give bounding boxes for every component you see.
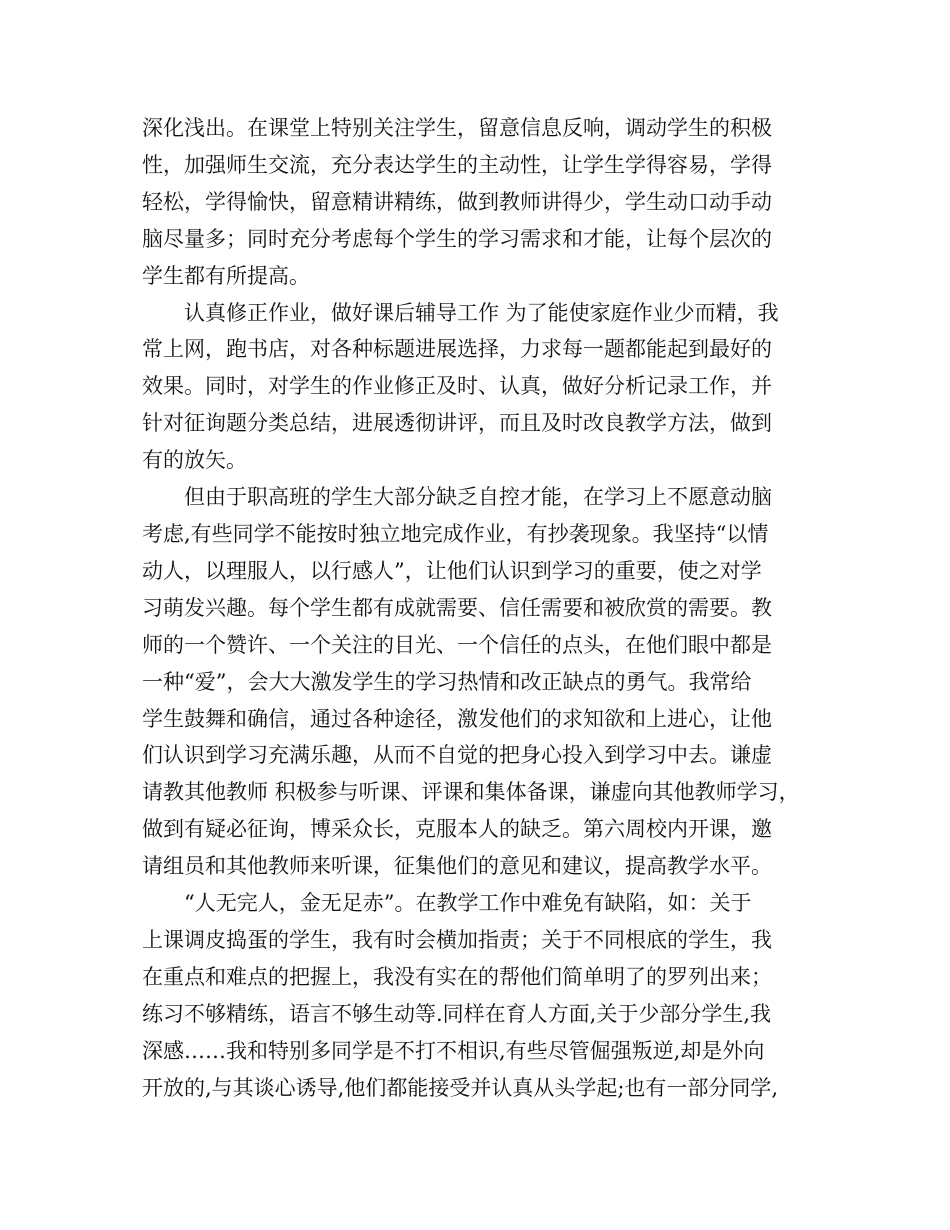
text-line: 一种“爱”，会大大激发学生的学习热情和改正缺点的勇气。我常给 xyxy=(142,669,752,694)
text-line: 常上网，跑书店，对各种标题进展选择，力求每一题都能起到最好的 xyxy=(142,337,772,362)
text-line: 们认识到学习充满乐趣，从而不自觉的把身心投入到学习中去。谦虚 xyxy=(142,743,772,768)
text-line: 性，加强师生交流，充分表达学生的主动性，让学生学得容易，学得 xyxy=(142,152,772,177)
document-body xyxy=(142,110,812,1106)
text-line: 习萌发兴趣。每个学生都有成就需要、信任需要和被欣赏的需要。教 xyxy=(142,595,772,620)
text-line: 开放的,与其谈心诱导,他们都能接受并认真从头学起;也有一部分同学, xyxy=(142,1075,779,1100)
text-line: 轻松，学得愉快，留意精讲精练，做到教师讲得少，学生动口动手动 xyxy=(142,189,772,214)
text-line: 学生都有所提高。 xyxy=(142,263,310,288)
text-line: 上课调皮捣蛋的学生，我有时会横加指责；关于不同根底的学生，我 xyxy=(142,927,772,952)
text-line: 深化浅出。在课堂上特别关注学生，留意信息反响，调动学生的积极 xyxy=(142,116,772,140)
text-line: 深感……我和特别多同学是不打不相识,有些尽管倔强叛逆,却是外向 xyxy=(142,1038,765,1063)
text-line: 动人，以理服人，以行感人”，让他们认识到学习的重要，使之对学 xyxy=(142,558,762,583)
text-line: 请教其他教师 积极参与听课、评课和集体备课，谦虚向其他教师学习， xyxy=(142,780,800,805)
text-line: 效果。同时，对学生的作业修正及时、认真，做好分析记录工作，并 xyxy=(142,374,772,399)
text-line: 针对征询题分类总结，进展透彻讲评，而且及时改良教学方法，做到 xyxy=(142,411,772,436)
text-line: 在重点和难点的把握上，我没有实在的帮他们简单明了的罗列出来； xyxy=(142,964,772,989)
text-line: 脑尽量多；同时充分考虑每个学生的学习需求和才能，让每个层次的 xyxy=(142,226,772,251)
text-line: 请组员和其他教师来听课，征集他们的意见和建议，提高教学水平。 xyxy=(142,854,772,879)
paragraph-4 xyxy=(142,885,812,1106)
paragraph-2 xyxy=(142,295,812,480)
text-line: 练习不够精练，语言不够生动等.同样在育人方面,关于少部分学生,我 xyxy=(142,1001,772,1026)
text-line: 学生鼓舞和确信，通过各种途径，激发他们的求知欲和上进心，让他 xyxy=(142,706,772,731)
paragraph-1 xyxy=(142,110,812,295)
text-line: 有的放矢。 xyxy=(142,448,247,473)
text-line: 但由于职高班的学生大部分缺乏自控才能，在学习上不愿意动脑 xyxy=(184,485,772,510)
text-line: 认真修正作业，做好课后辅导工作 为了能使家庭作业少而精，我 xyxy=(184,300,779,325)
text-line: 做到有疑必征询，博采众长，克服本人的缺乏。第六周校内开课，邀 xyxy=(142,817,772,842)
paragraph-3 xyxy=(142,479,812,885)
text-line: “人无完人，金无足赤”。在教学工作中难免有缺陷，如：关于 xyxy=(184,891,752,916)
text-line: 师的一个赞许、一个关注的目光、一个信任的点头，在他们眼中都是 xyxy=(142,632,772,657)
text-line: 考虑,有些同学不能按时独立地完成作业，有抄袭现象。我坚持“以情 xyxy=(142,521,769,546)
